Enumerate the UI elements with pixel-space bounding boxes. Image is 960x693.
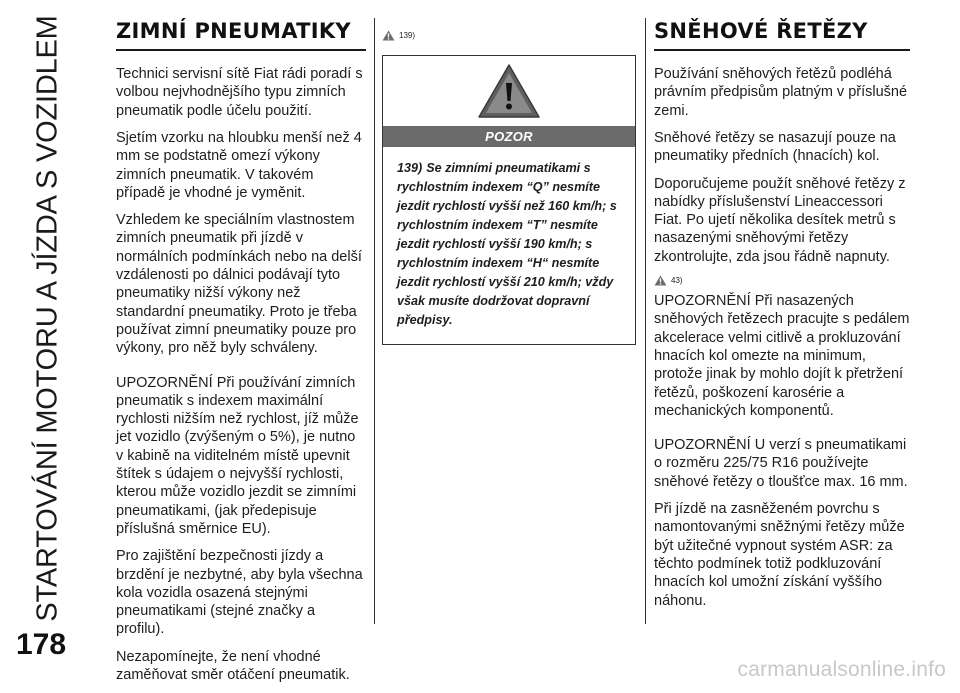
chapter-side-title	[4, 16, 92, 620]
section-heading: SNĚHOVÉ ŘETĚZY	[654, 20, 910, 51]
warning-title: POZOR	[383, 126, 635, 147]
warning-triangle-icon	[382, 30, 395, 41]
warning-reference	[654, 275, 910, 286]
warning-icon-area	[383, 56, 635, 126]
paragraph: Sněhové řetězy se nasazují pouze na pneumatiky předních (hnacích) kol.	[654, 129, 896, 165]
paragraph: Při jízdě na zasněženém povrchu s namontovanými sněžnými řetězy může být užitečné vypnout systém ASR: za těchto podmínek totiž podkluzování hnacích kol umožní získání vyššího náhonu.	[654, 501, 905, 609]
warning-body: Se zimními pneumatikami s rychlostním indexem “Q” nesmíte jezdit rychlostí vyšší než 160 km/h; s rychlostním indexem “T” nesmíte jezdit rychlostí vyšší 190 km/h; s rychlostním indexem “H“ nesmíte jezdit rychlostí vyšší 210 km/h; vždy však musíte dodržovat dopravní předpisy.	[397, 161, 617, 327]
paragraph: Technici servisní sítě Fiat rádi poradí s volbou nejvhodnějšího typu zimních pneumatik podle účelu použití.	[116, 66, 363, 119]
warning-triangle-icon	[654, 275, 667, 286]
chapter-title-text: STARTOVÁNÍ MOTORU A JÍZDA S VOZIDLEM	[31, 14, 64, 622]
paragraph: Používání sněhových řetězů podléhá právním předpisům platným v příslušné zemi.	[654, 66, 908, 119]
warning-column	[382, 24, 636, 345]
warning-triangle-icon	[477, 63, 541, 119]
warning-text	[383, 147, 635, 344]
snow-chains-section	[654, 20, 910, 619]
column-divider	[374, 18, 375, 624]
warning-reference	[382, 30, 636, 41]
section-heading: ZIMNÍ PNEUMATIKY	[116, 20, 366, 51]
page-number: 178	[16, 628, 67, 661]
paragraph: UPOZORNĚNÍ Při nasazených sněhových řetězech pracujte s pedálem akcelerace velmi citlivě a prokluzování hnacích kol omezte na minimum, protože jinak by mohlo dojít k přetržení řetězů, poškození karosérie a mechanických komponentů.	[654, 293, 910, 419]
watermark: carmanualsonline.info	[737, 658, 946, 681]
paragraph: Doporučujeme použít sněhové řetězy z nabídky příslušenství Lineaccessori Fiat. Po ujetí několika desítek metrů s nasazenými sněhovými řetězy zkontrolujte, zda jsou řádně napnuty.	[654, 175, 906, 265]
column-divider	[645, 18, 646, 624]
paragraph: Nezapomínejte, že není vhodné zaměňovat směr otáčení pneumatik.	[116, 648, 350, 683]
warning-box	[382, 55, 636, 345]
paragraph: Vzhledem ke speciálním vlastnostem zimních pneumatik při jízdě v normálních podmínkách nebo na delší vzdálenosti po dálnici podávají tyto pneumatiky nižší výkony než standardní pneumatiky. Proto je třeba používat zimní pneumatiky pouze pro výkony, pro něž byly schváleny.	[116, 212, 362, 357]
paragraph: UPOZORNĚNÍ Při používání zimních pneumatik s indexem maximální rychlosti nižším než rychlost, jíž může jet vozidlo (zvýšeným o 5%), je nutno v kabině na viditelném místě upevnit štítek s údajem o nejvyšší rychlosti, kterou může vozidlo jezdit se zimními pneumatikami, (jak předepisuje příslušná směrnice EU).	[116, 374, 359, 537]
winter-tyres-section	[116, 20, 366, 693]
reference-number: 139)	[399, 31, 416, 40]
paragraph: Pro zajištění bezpečnosti jízdy a brzdění je nezbytné, aby byla všechna kola vozidla osazená stejnými pneumatikami (stejné značky a profilu).	[116, 548, 363, 638]
paragraph: Sjetím vzorku na hloubku menší než 4 mm se podstatně omezí výkony zimních pneumatik. V takovém případě je vhodné je vyměnit.	[116, 129, 362, 201]
warning-number: 139)	[397, 161, 423, 175]
paragraph: UPOZORNĚNÍ U verzí s pneumatikami o rozměru 225/75 R16 používejte sněhové řetězy o tloušťce max. 16 mm.	[654, 437, 908, 490]
reference-number: 43)	[671, 276, 683, 286]
